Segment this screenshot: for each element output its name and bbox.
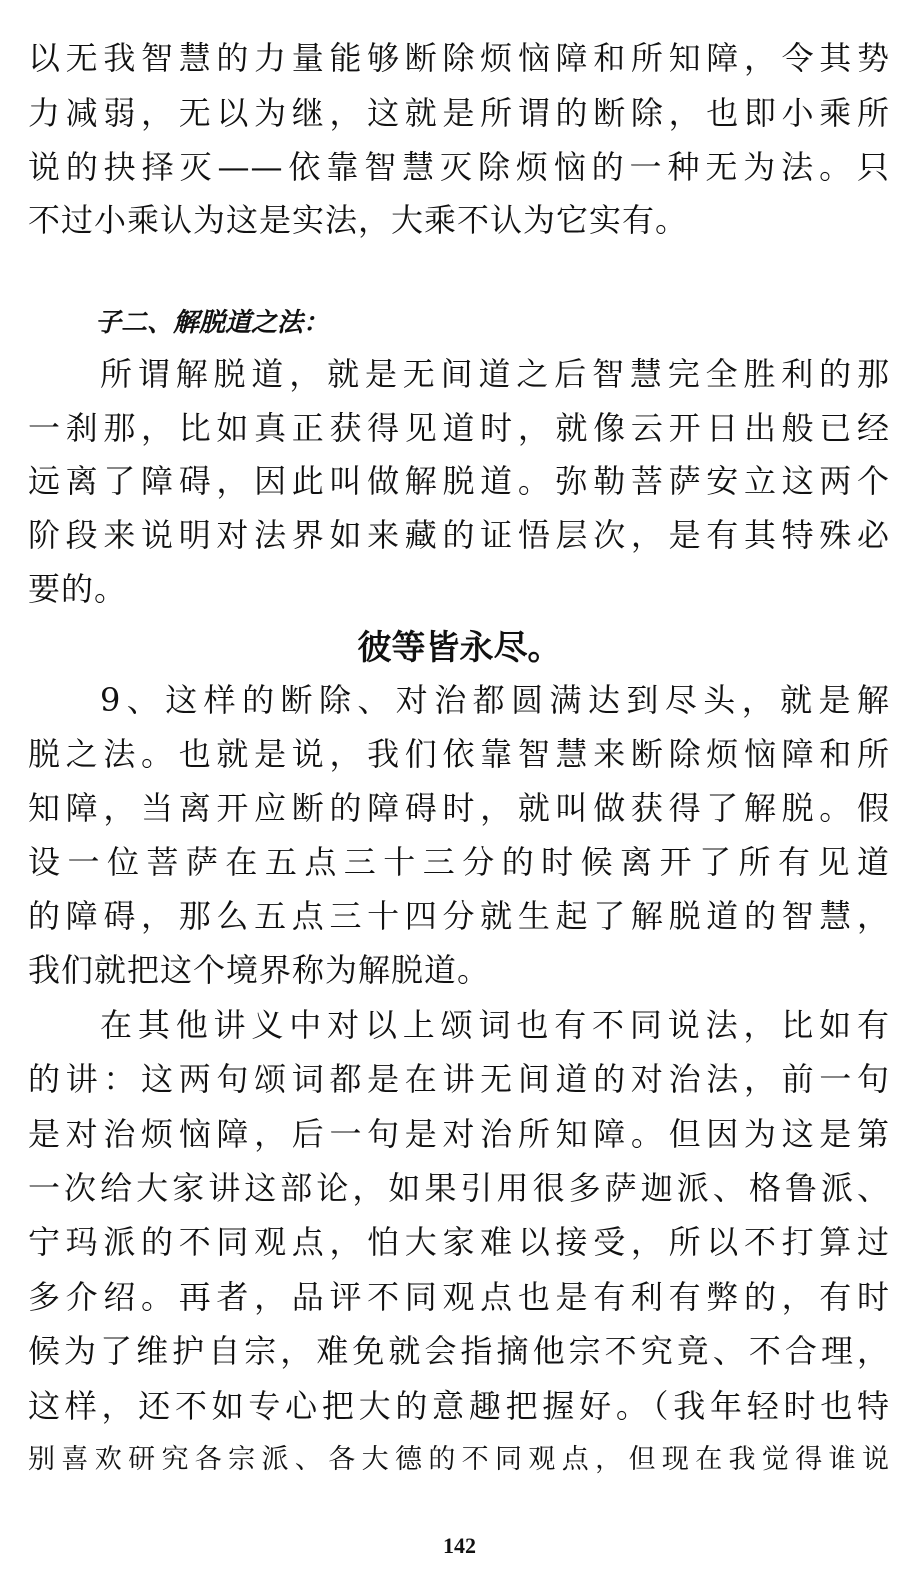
paragraph-3-line-5: 的障碍，那么五点三十四分就生起了解脱道的智慧，: [28, 897, 890, 935]
paragraph-1-line-4: 不过小乘认为这是实法，大乘不认为它实有。: [28, 201, 689, 239]
paragraph-2-line-3: 远离了障碍，因此叫做解脱道。弥勒菩萨安立这两个: [28, 462, 890, 500]
paragraph-4-line-1: 在其他讲义中对以上颂词也有不同说法，比如有: [100, 1006, 890, 1044]
paragraph-4-line-5: 宁玛派的不同观点，怕大家难以接受，所以不打算过: [28, 1223, 890, 1261]
paragraph-2-line-5: 要的。: [28, 570, 128, 608]
paragraph-1-line-2: 力减弱，无以为继，这就是所谓的断除，也即小乘所: [28, 94, 890, 132]
paragraph-4-line-8: 这样，还不如专心把大的意趣把握好。（我年轻时也特: [28, 1387, 890, 1425]
paragraph-4-line-3: 是对治烦恼障，后一句是对治所知障。但因为这是第: [28, 1115, 890, 1153]
paragraph-4-line-4: 一次给大家讲这部论，如果引用很多萨迦派、格鲁派、: [28, 1169, 890, 1207]
paragraph-4-line-7: 候为了维护自宗，难免就会指摘他宗不究竟、不合理，: [28, 1332, 890, 1370]
paragraph-3-line-2: 脱之法。也就是说，我们依靠智慧来断除烦恼障和所: [28, 735, 890, 773]
verse-title: 彼等皆永尽。: [357, 628, 562, 668]
paragraph-3-line-4: 设一位菩萨在五点三十三分的时候离开了所有见道: [28, 843, 890, 881]
paragraph-3-line-3: 知障，当离开应断的障碍时，就叫做获得了解脱。假: [28, 789, 890, 827]
paragraph-1-line-3: 说的抉择灭——依靠智慧灭除烦恼的一种无为法。只: [28, 148, 890, 186]
paragraph-1-line-1: 以无我智慧的力量能够断除烦恼障和所知障，令其势: [28, 39, 890, 77]
paragraph-4-line-9: 别喜欢研究各宗派、各大德的不同观点，但现在我觉得谁说: [28, 1444, 890, 1475]
paragraph-3-line-1: 9、这样的断除、对治都圆满达到尽头，就是解: [100, 681, 890, 719]
paragraph-4-line-2: 的讲：这两句颂词都是在讲无间道的对治法，前一句: [28, 1060, 890, 1098]
paragraph-2-line-1: 所谓解脱道，就是无间道之后智慧完全胜利的那: [100, 355, 890, 393]
paragraph-2-line-4: 阶段来说明对法界如来藏的证悟层次，是有其特殊必: [28, 516, 890, 554]
section-heading: 子二、解脱道之法：: [95, 308, 330, 338]
paragraph-3-line-6: 我们就把这个境界称为解脱道。: [28, 951, 491, 989]
paragraph-2-line-2: 一刹那，比如真正获得见道时，就像云开日出般已经: [28, 409, 890, 447]
page-number: 142: [443, 1533, 476, 1558]
paragraph-4-line-6: 多介绍。再者，品评不同观点也是有利有弊的，有时: [28, 1278, 890, 1316]
